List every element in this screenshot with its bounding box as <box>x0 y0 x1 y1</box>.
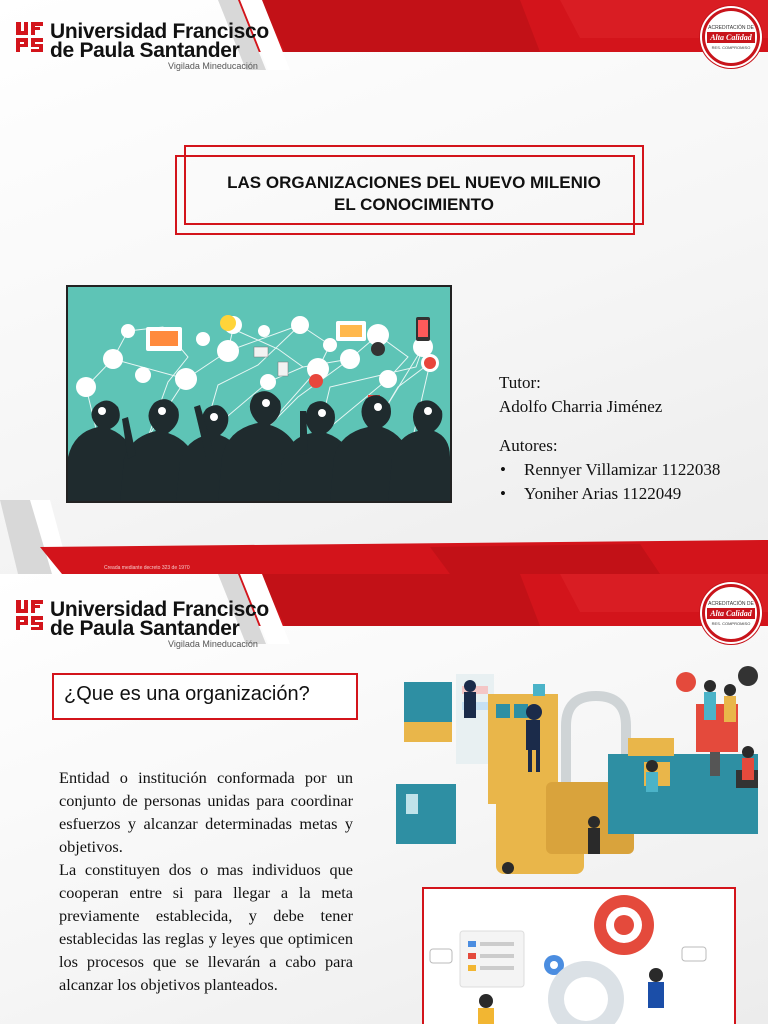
university-logo <box>16 600 269 649</box>
title-line-1: LAS ORGANIZACIONES DEL NUEVO MILENIO <box>227 173 601 192</box>
accreditation-seal: ACREDITACIÓN DE Alta Calidad RES. COMPROMISO <box>702 584 760 642</box>
university-logo <box>16 22 269 71</box>
gears-teamwork-illustration <box>422 887 736 1024</box>
definition-text <box>59 766 353 996</box>
university-subtitle: Vigilada Mineducación <box>168 639 258 649</box>
author-item: • Rennyer Villamizar 1122038 <box>500 460 721 479</box>
footer-band <box>0 440 768 574</box>
authors-label: Autores: <box>499 436 558 455</box>
university-name-line2: de Paula Santander <box>50 39 240 62</box>
university-name-line2: de Paula Santander <box>50 617 240 640</box>
university-subtitle: Vigilada Mineducación <box>168 61 258 71</box>
ufps-mark-icon <box>16 22 44 52</box>
slide-2 <box>0 574 768 1024</box>
tutor-label: Tutor: <box>499 373 541 392</box>
university-name-line1: Universidad Francisco <box>50 598 269 621</box>
question-heading: ¿Que es una organización? <box>64 683 310 705</box>
ufps-mark-icon <box>16 600 44 630</box>
university-name-line1: Universidad Francisco <box>50 20 269 43</box>
footer-decree: Creada mediante decreto 323 de 1970 <box>104 565 190 571</box>
author-name: Yoniher Arias 1122049 <box>524 484 682 503</box>
tutor-name: Adolfo Charria Jiménez <box>499 397 663 416</box>
title-line-2: EL CONOCIMIENTO <box>334 195 494 214</box>
author-item: • Yoniher Arias 1122049 <box>500 484 682 503</box>
definition-paragraph-2: La constituyen dos o mas individuos que cooperan entre si para llegar a la meta previamente establecida, y debe tener establecidas las reglas y leyes que optimicen los procesos que se llevarán a cabo para alcanzar los objetivos planteados. <box>59 860 353 994</box>
slide-title <box>184 172 644 216</box>
accreditation-seal: ACREDITACIÓN DE Alta Calidad RES. COMPROMISO <box>702 8 760 66</box>
definition-paragraph-1: Entidad o institución conformada por un conjunto de personas unidas para coordinar esfuerzos y alcanzar determinadas metas y objetivos. <box>59 768 353 856</box>
organization-illustration <box>396 654 768 874</box>
author-name: Rennyer Villamizar 1122038 <box>524 460 721 479</box>
